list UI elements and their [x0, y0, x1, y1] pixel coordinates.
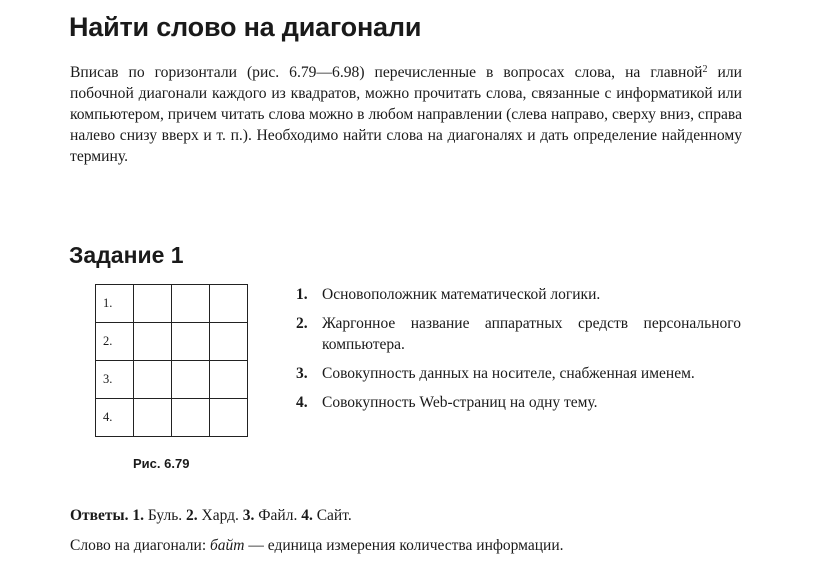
question-text: Совокупность Web-страниц на одну тему. — [322, 394, 598, 411]
grid-cell — [210, 285, 248, 323]
answer-text: Хард. — [201, 507, 239, 524]
grid-row-2 — [96, 323, 248, 361]
answer-number: 1. — [132, 507, 145, 524]
question-item — [296, 284, 741, 305]
question-number: 2. — [296, 315, 308, 332]
grid-cell — [134, 285, 172, 323]
grid-cell — [210, 361, 248, 399]
grid-cell — [96, 361, 134, 399]
diagonal-word-line — [70, 535, 564, 556]
word-grid — [95, 284, 248, 437]
row-number: 4. — [103, 410, 113, 424]
question-item — [296, 392, 741, 413]
question-number: 4. — [296, 394, 308, 411]
grid-row-1 — [96, 285, 248, 323]
answer-text: Файл. — [258, 507, 298, 524]
intro-paragraph — [70, 62, 742, 167]
grid-cell — [96, 399, 134, 437]
grid-cell — [134, 361, 172, 399]
answer-text: Буль. — [147, 507, 183, 524]
row-number: 3. — [103, 372, 113, 386]
page-title: Найти слово на диагонали — [69, 12, 422, 42]
answer-number: 4. — [301, 507, 313, 524]
question-number: 1. — [296, 286, 308, 303]
grid-cell — [210, 399, 248, 437]
footnote-mark: 2 — [702, 64, 708, 75]
answer-text: Сайт. — [316, 507, 352, 524]
grid-cell — [96, 323, 134, 361]
question-number: 3. — [296, 365, 308, 382]
question-item — [296, 363, 741, 384]
grid-cell — [172, 399, 210, 437]
question-text: Жаргонное название аппаратных средств персонального компьютера. — [322, 315, 741, 353]
intro-text-end: или побочной диагонали каждого из квадратов, можно прочитать слова, связанные с информатикой или компьютером, причем читать слова можно в любом направлении (слева направо, сверху вниз, справа налево снизу вверх и т. п.). Необходимо найти слова на диагоналях и дать определение найденному термину. — [70, 64, 742, 165]
diagonal-definition: — единица измерения количества информации. — [248, 537, 564, 554]
grid-row-3 — [96, 361, 248, 399]
answers-line — [70, 505, 352, 526]
grid-cell — [172, 285, 210, 323]
grid-row-4 — [96, 399, 248, 437]
grid-cell — [134, 399, 172, 437]
figure-caption: Рис. 6.79 — [133, 456, 190, 471]
row-number: 2. — [103, 334, 113, 348]
question-list — [296, 284, 741, 421]
task-heading: Задание 1 — [69, 242, 184, 268]
grid-cell — [96, 285, 134, 323]
question-text: Основоположник математической логики. — [322, 286, 601, 303]
grid-cell — [210, 323, 248, 361]
intro-text-start: Вписав по горизонтали (рис. 6.79—6.98) перечисленные в вопросах слова, на главной — [70, 64, 703, 81]
question-text: Совокупность данных на носителе, снабженная именем. — [322, 365, 695, 382]
row-number: 1. — [103, 296, 113, 310]
diagonal-word: байт — [210, 537, 245, 554]
grid-cell — [134, 323, 172, 361]
question-item — [296, 313, 741, 355]
answers-label: Ответы. — [70, 507, 129, 524]
grid-cell — [172, 323, 210, 361]
answer-number: 3. — [242, 507, 255, 524]
answer-number: 2. — [186, 507, 198, 524]
diagonal-prefix: Слово на диагонали: — [70, 537, 207, 554]
grid-cell — [172, 361, 210, 399]
